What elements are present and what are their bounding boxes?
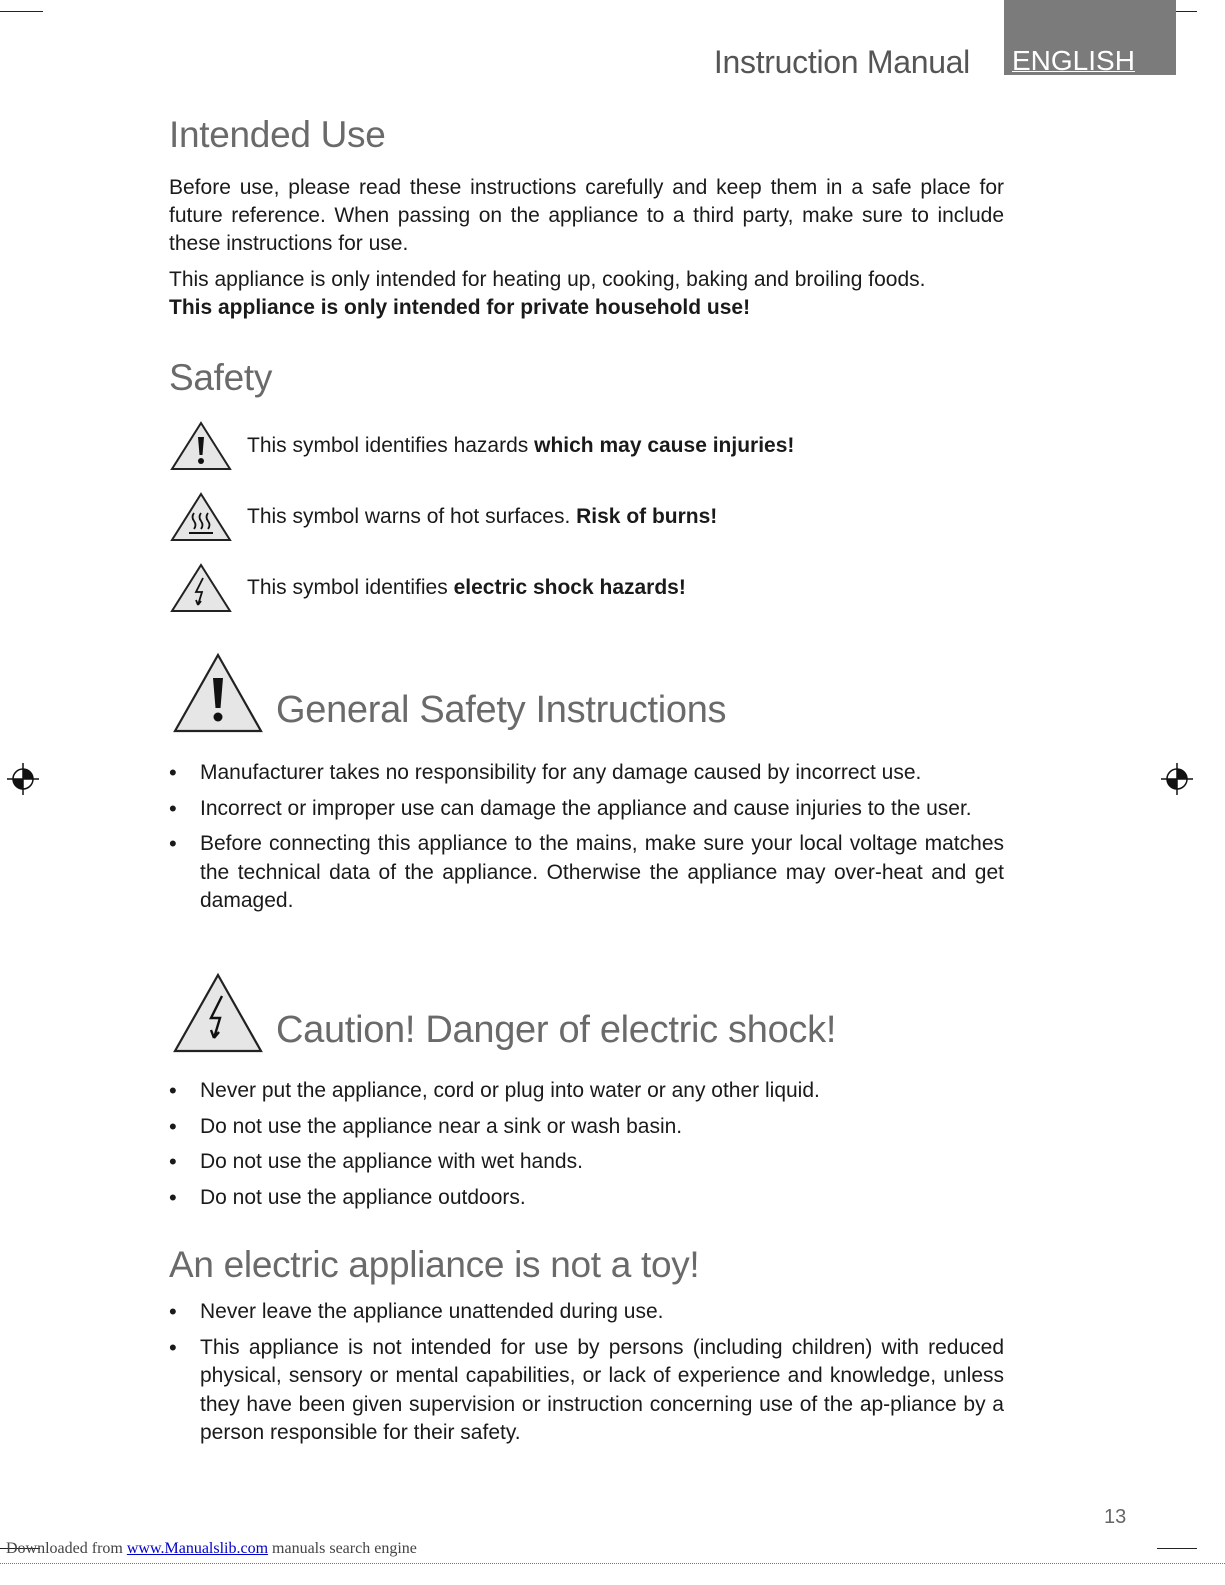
electric-shock-icon [172,972,264,1054]
safety-heading: Safety [169,357,273,398]
list-item: • Never put the appliance, cord or plug into water or any other liquid. [169,1077,1004,1106]
list-item: • Do not use the appliance outdoors. [169,1184,1004,1213]
symbol-text: This symbol identifies hazards which may cause injuries! [247,433,795,457]
electric-shock-heading: Caution! Danger of electric shock! [276,1009,837,1051]
symbol-text: This symbol warns of hot surfaces. Risk of burns! [247,504,718,528]
intended-use-paragraph-2: This appliance is only intended for heating up, cooking, baking and broiling foods. [169,268,926,291]
electric-shock-list [169,1077,1004,1212]
list-item: • Before connecting this appliance to the mains, make sure your local voltage matches the technical data of the appliance. Otherwise the appliance may over-heat and get damaged. [169,830,1004,916]
not-a-toy-heading: An electric appliance is not a toy! [169,1244,700,1285]
list-item: • This appliance is not intended for use by persons (including children) with reduced physical, sensory or mental capabilities, or lack of experience and knowledge, unless they have been given supervision or instruction concerning use of the ap-pliance by a person responsible for their safety. [169,1334,1004,1448]
intended-use-paragraph: Before use, please read these instructions carefully and keep them in a safe place for future reference. When passing on the appliance to a third party, make sure to include these instructions for use. [169,176,1004,255]
electric-shock-icon [169,562,233,614]
header-title: Instruction Manual [713,44,970,80]
footer-divider [0,1563,1225,1564]
list-item: • Do not use the appliance with wet hands. [169,1148,1004,1177]
general-safety-list-wrap [169,759,1004,923]
intended-use-bold-note: This appliance is only intended for private household use! [169,296,751,319]
symbol-row-electric [169,560,686,615]
symbol-text: This symbol identifies electric shock hazards! [247,575,686,599]
footer-prefix: Downloaded from [6,1540,127,1557]
page-number: 13 [1104,1506,1127,1528]
intended-use-heading: Intended Use [169,114,386,155]
language-label: ENGLISH [1012,45,1135,76]
not-a-toy-section [169,1244,1004,1455]
electric-shock-header [172,972,836,1054]
language-tab [1004,0,1176,75]
registration-mark-icon [1161,763,1193,795]
general-safety-heading: General Safety Instructions [276,689,727,731]
safety-section [169,357,1004,399]
warning-exclamation-icon [172,652,264,734]
symbol-row-burns [169,489,717,544]
not-a-toy-list [169,1298,1004,1448]
footer [6,1540,417,1558]
electric-shock-list-wrap [169,1077,1004,1219]
general-safety-list [169,759,1004,916]
footer-suffix: manuals search engine [268,1540,417,1557]
footer-link[interactable]: www.Manualslib.com [126,1540,269,1557]
symbol-row-injuries [169,418,794,473]
list-item: • Incorrect or improper use can damage the appliance and cause injuries to the user. [169,795,1004,824]
list-item: • Never leave the appliance unattended during use. [169,1298,1004,1327]
list-item: • Manufacturer takes no responsibility for any damage caused by incorrect use. [169,759,1004,788]
general-safety-header [172,652,726,734]
crop-mark [1157,1548,1197,1549]
hot-surface-icon [169,491,233,543]
crop-mark [0,11,43,12]
registration-mark-icon [7,763,39,795]
list-item: • Do not use the appliance near a sink or wash basin. [169,1113,1004,1142]
warning-exclamation-icon [169,420,233,472]
intended-use-section [169,114,1004,322]
